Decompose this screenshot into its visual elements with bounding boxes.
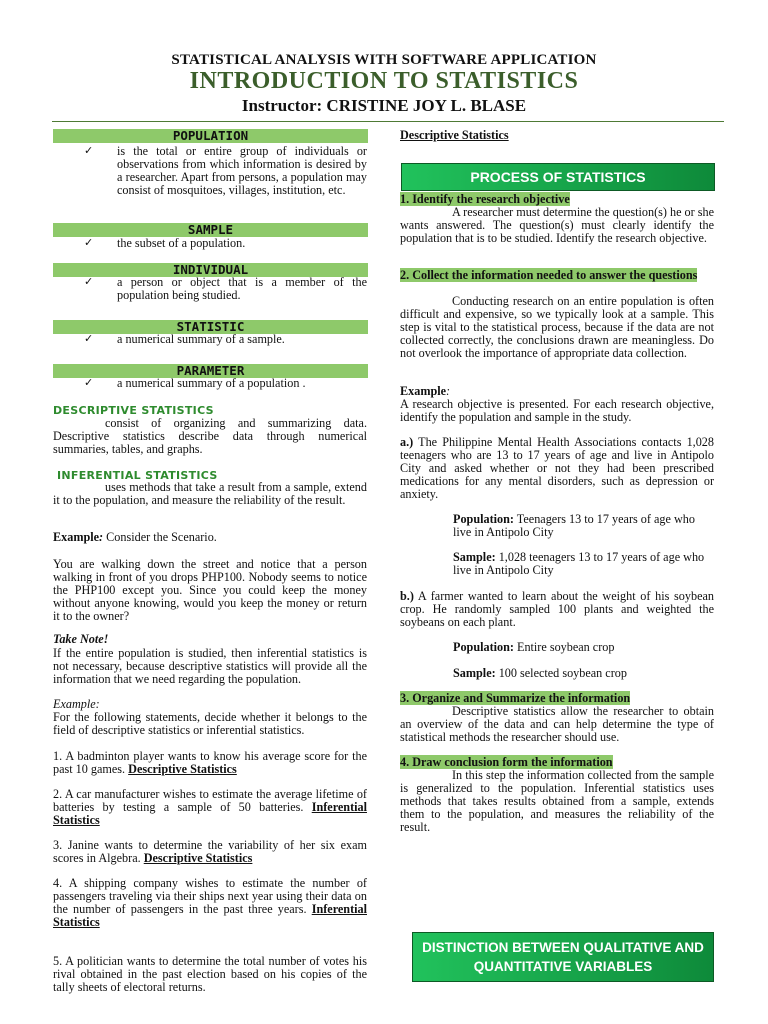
process-of-statistics-banner: PROCESS OF STATISTICS: [401, 163, 715, 191]
sample-label: Sample:: [453, 666, 496, 680]
term-statistic-bar: STATISTIC: [53, 320, 368, 334]
step-2-heading: [400, 269, 714, 282]
sample-text: 100 selected soybean crop: [495, 666, 627, 680]
example-b-tag: b.): [400, 589, 414, 603]
exercise-item: [53, 750, 367, 776]
example-a-paragraph: [400, 436, 714, 501]
example-text: Consider the Scenario.: [103, 530, 217, 544]
exercise-item: [53, 955, 367, 994]
distinction-banner: [412, 932, 714, 982]
exercise-heading: Example:: [53, 697, 100, 711]
term-parameter-text: a numerical summary of a population .: [117, 376, 306, 390]
descriptive-statistics-text: consist of organizing and summarizing data. Descriptive statistics describe data through numerical summaries, tables, and graphs.: [53, 416, 367, 456]
exercise-item-answer: Inferential Statistics: [53, 902, 367, 929]
exercise-intro: For the following statements, decide whether it belongs to the field of descriptive statistics or inferential statistics.: [53, 710, 367, 737]
sample-text: 1,028 teenagers 13 to 17 years of age who live in Antipolo City: [453, 550, 705, 577]
term-sample-item: [84, 237, 367, 251]
population-text: Entire soybean crop: [513, 640, 615, 654]
term-population-item: [84, 145, 367, 211]
term-population-bar: POPULATION: [53, 129, 368, 143]
step-4-text: In this step the information collected from the sample is generalized to the population. Inferential statistics uses methods that takes results obtained from a sample, extends them to the population, and measures the reliability of the result.: [400, 768, 714, 834]
distinction-line-2: QUANTITATIVE VARIABLES: [473, 959, 653, 974]
process-example-label-text: Example: [400, 384, 447, 398]
example-a-sample: [453, 551, 714, 577]
term-parameter-bar: PARAMETER: [53, 364, 368, 378]
exercise-item-text: 5. A politician wants to determine the total number of votes his rival obtained in the past election based on his copies of the tally sheets of electoral returns.: [53, 954, 367, 994]
exercise-item-text: 2. A car manufacturer wishes to estimate the average lifetime of batteries by testing a sample of 50 batteries.: [53, 787, 367, 814]
process-example-colon: :: [446, 384, 451, 398]
step-1-text: A researcher must determine the question(s) he or she wants answered. The question(s) must clearly identify the population that is to be studied. Identify the research objective.: [400, 205, 714, 245]
population-label: Population:: [453, 640, 514, 654]
population-text: Teenagers 13 to 17 years of age who live in Antipolo City: [453, 512, 695, 539]
check-icon: ✓: [84, 276, 94, 288]
exercise-item-answer: Descriptive Statistics: [128, 762, 237, 776]
header-divider: [52, 121, 724, 122]
exercise-item: [53, 877, 367, 929]
term-sample-text: the subset of a population.: [117, 236, 246, 250]
sample-label: Sample:: [453, 550, 496, 564]
term-individual-text: a person or object that is a member of the population being studied.: [117, 275, 367, 302]
check-icon: ✓: [84, 377, 94, 389]
exercise-item-text: 3. Janine wants to determine the variability of her six exam scores in Algebra.: [53, 838, 367, 865]
term-statistic-item: [84, 333, 367, 347]
course-title: STATISTICAL ANALYSIS WITH SOFTWARE APPLICATION: [171, 52, 597, 68]
term-individual-bar: INDIVIDUAL: [53, 263, 368, 277]
exercise-item: [53, 788, 367, 827]
exercise-item-answer: Descriptive Statistics: [143, 851, 253, 865]
example-b-sample: [453, 667, 714, 680]
check-icon: ✓: [84, 333, 94, 345]
descriptive-statistics-heading: DESCRIPTIVE STATISTICS: [53, 404, 214, 417]
process-example-intro: A research objective is presented. For each research objective, identify the population and sample in the study.: [400, 397, 714, 424]
exercise-item: [53, 839, 367, 865]
step-1-heading-text: 1. Identify the research objective: [400, 192, 570, 206]
step-3-heading-text: 3. Organize and Summarize the information: [400, 691, 631, 705]
exercise-item-text: 4. A shipping company wishes to estimate the number of passengers traveling via their ships next year using their data on the number of passengers in the past three years.: [53, 876, 367, 916]
step-3-text: Descriptive statistics allow the researcher to obtain an overview of the data and can help determine the type of statistical methods the researcher should use.: [400, 704, 714, 744]
page-title: INTRODUCTION TO STATISTICS: [189, 68, 579, 94]
example-b-population: [453, 641, 714, 654]
distinction-line-1: DISTINCTION BETWEEN QUALITATIVE AND: [422, 940, 704, 955]
example-a-tag: a.): [400, 435, 414, 449]
step-2-text: Conducting research on an entire population is often difficult and expensive, so we typically look at a sample. This step is vital to the statistical process, because if the data are not collected correctly, the conclusions drawn are meaningless. Do not overlook the importance of appropriate data collection.: [400, 294, 714, 360]
term-sample-bar: SAMPLE: [53, 223, 368, 237]
inferential-statistics-heading: INFERENTIAL STATISTICS: [57, 469, 218, 482]
exercise-item-answer: Descriptive Statistics: [400, 128, 509, 142]
example-label: Example: [53, 530, 100, 544]
exercise-item-continued: [400, 129, 714, 142]
example-colon: :: [99, 530, 104, 544]
instructor-line: Instructor: CRISTINE JOY L. BLASE: [241, 96, 527, 115]
scenario-paragraph: You are walking down the street and notice that a person walking in front of you drops PHP100. Nobody seems to notice the PHP100 except you. Since you could keep the money without anyone knowing, would you keep the money or return it to the owner?: [53, 557, 367, 623]
check-icon: ✓: [84, 237, 94, 249]
exercise-item-answer: Inferential Statistics: [53, 800, 367, 827]
check-icon: ✓: [84, 145, 94, 157]
inferential-statistics-text: uses methods that take a result from a sample, extend it to the population, and measure the reliability of the result.: [53, 480, 367, 507]
example-scenario-line: [53, 531, 367, 544]
term-statistic-text: a numerical summary of a sample.: [117, 332, 285, 346]
step-4-heading-text: 4. Draw conclusion form the information: [400, 755, 613, 769]
step-2-heading-text: 2. Collect the information needed to answer the questions: [400, 268, 698, 282]
term-population-text: is the total or entire group of individuals or observations from which information is desired by a researcher. Apart from persons, a population may consist of mosquitoes, villages, institution, etc.: [117, 144, 367, 197]
term-parameter-item: [84, 377, 367, 391]
take-note-text: If the entire population is studied, then inferential statistics is not necessary, because descriptive statistics will provide all the information that we need regarding the population.: [53, 646, 367, 686]
take-note-heading: Take Note!: [53, 632, 109, 646]
term-individual-item: [84, 276, 367, 304]
example-b-paragraph: [400, 590, 714, 629]
exercise-item-text: 1. A badminton player wants to know his average score for the past 10 games.: [53, 749, 367, 776]
population-label: Population:: [453, 512, 514, 526]
example-a-text: The Philippine Mental Health Associations contacts 1,028 teenagers who are 13 to 17 years of age and live in Antipolo City and asked whether or not they had been prescribed medications for any mental disorders, such as depression or anxiety.: [400, 435, 714, 501]
example-a-population: [453, 513, 714, 539]
example-b-text: A farmer wanted to learn about the weight of his soybean crop. He randomly sampled 100 plants and weighted the soybeans on each plant.: [400, 589, 714, 629]
